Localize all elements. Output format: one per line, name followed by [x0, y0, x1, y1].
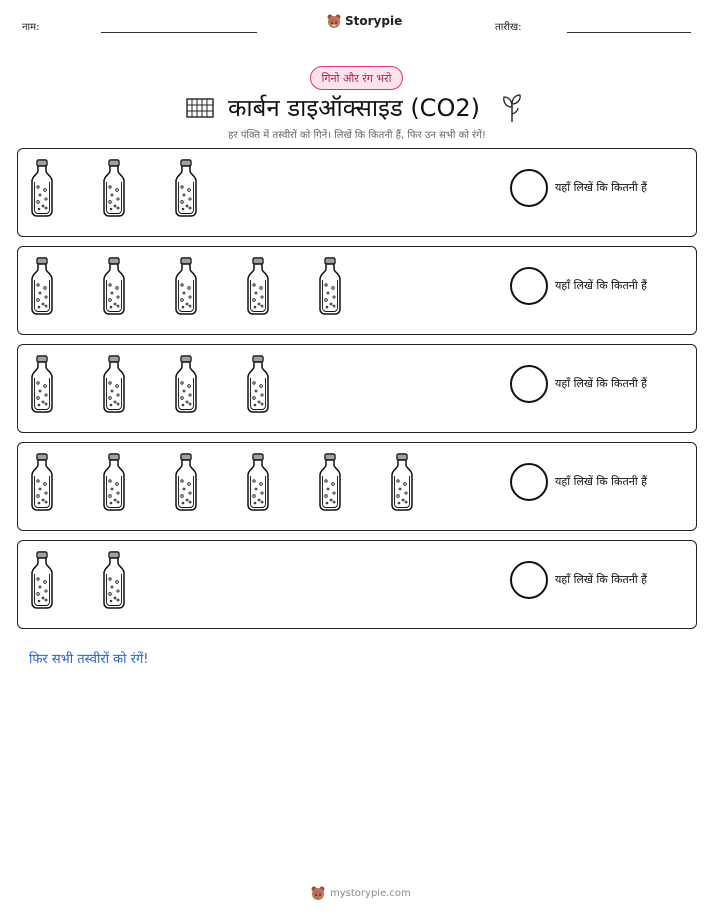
answer-label: यहाँ लिखें कि कितनी हैं [555, 475, 648, 488]
answer-circle[interactable] [510, 561, 548, 599]
soda-bottle-icon [28, 257, 56, 319]
soda-bottle-icon [316, 257, 344, 319]
answer-circle[interactable] [510, 365, 548, 403]
count-row [17, 442, 697, 531]
answer-circle[interactable] [510, 463, 548, 501]
soda-bottle-icon [172, 453, 200, 515]
soda-bottle-icon [244, 257, 272, 319]
soda-bottle-icon [100, 257, 128, 319]
soda-bottle-icon [244, 453, 272, 515]
count-row [17, 540, 697, 629]
soda-bottle-icon [388, 453, 416, 515]
soda-bottle-icon [100, 453, 128, 515]
title-row [0, 91, 714, 125]
brand [326, 13, 402, 29]
soda-bottle-icon [28, 159, 56, 221]
site-url: mystorypie.com [330, 887, 411, 899]
page-title: कार्बन डाइऑक्साइड (CO2) [228, 94, 480, 122]
count-row [17, 246, 697, 335]
soda-bottle-icon [100, 355, 128, 417]
answer-label: यहाँ लिखें कि कितनी हैं [555, 181, 648, 194]
date-line [567, 32, 691, 33]
date-label: तारीख: [495, 22, 522, 33]
answer-circle[interactable] [510, 169, 548, 207]
bear-logo-icon [326, 13, 342, 29]
soda-bottle-icon [100, 551, 128, 613]
site-footer [310, 885, 411, 901]
soda-bottle-icon [28, 453, 56, 515]
count-row [17, 148, 697, 237]
footer-note: फिर सभी तस्वीरों को रंगें! [29, 652, 149, 667]
name-label: नाम: [22, 22, 40, 33]
soda-bottle-icon [100, 159, 128, 221]
answer-label: यहाँ लिखें कि कितनी हैं [555, 573, 648, 586]
soda-bottle-icon [172, 257, 200, 319]
sprout-icon [500, 93, 524, 123]
soda-bottle-icon [28, 355, 56, 417]
soda-bottle-icon [172, 355, 200, 417]
grid-icon [186, 98, 214, 118]
bear-logo-icon [310, 885, 326, 901]
answer-label: यहाँ लिखें कि कितनी हैं [555, 377, 648, 390]
activity-badge: गिनो और रंग भरो [310, 66, 403, 90]
soda-bottle-icon [28, 551, 56, 613]
count-row [17, 344, 697, 433]
brand-name: Storypie [345, 14, 403, 28]
soda-bottle-icon [172, 159, 200, 221]
soda-bottle-icon [244, 355, 272, 417]
answer-label: यहाँ लिखें कि कितनी हैं [555, 279, 648, 292]
soda-bottle-icon [316, 453, 344, 515]
answer-circle[interactable] [510, 267, 548, 305]
instructions: हर पंक्ति में तस्वीरों को गिनें। लिखें कि कितनी हैं, फिर उन सभी को रंगें! [228, 130, 486, 141]
name-line [101, 32, 257, 33]
